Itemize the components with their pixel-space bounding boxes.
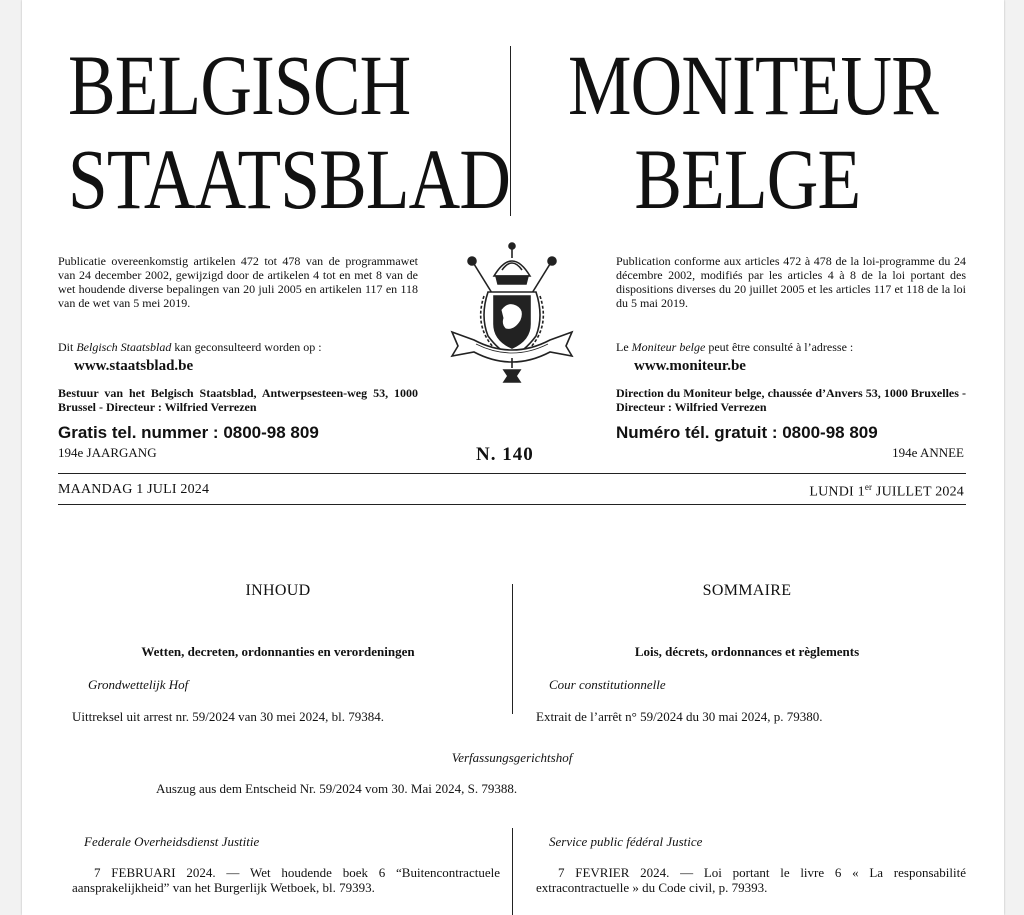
fr-consult-suffix: peut être consulté à l’adresse : [705,340,854,354]
contents-heading-nl: INHOUD [245,582,311,599]
masthead-fr-line2: BELGE [634,131,861,227]
court-name-nl: Grondwettelijk Hof [88,677,189,692]
nl-website-link[interactable]: www.staatsblad.be [74,358,194,374]
fr-website-link[interactable]: www.moniteur.be [634,358,746,374]
section-title-fr: Lois, décrets, ordonnances et règlements [634,644,860,659]
nl-phone-number: Gratis tel. nummer : 0800-98 809 [58,423,319,442]
fr-consult-text [616,340,966,354]
masthead-french [568,38,938,226]
fr-date-sup: er [864,482,873,492]
fr-date [809,482,964,501]
entry-fr-civil-code[interactable]: 7 FEVRIER 2024. — Loi portant le livre 6 « La responsabilité extracontractuelle » du Code civil, p. 79393. [536,865,966,895]
masthead-fr-line1: MONITEUR [568,37,939,133]
nl-publication-notice: Publicatie overeenkomstig artikelen 472 tot 478 van de programmawet van 24 december 2002, gewijzigd door de artikelen 4 tot en met 8 van de wet houdende diverse bepalingen van 20 juli 2005 en artikelen 117 en 118 van de wet van 5 mei 2019. [58,254,418,310]
section-title-nl: Wetten, decreten, ordonnanties en verordeningen [141,644,415,659]
fr-date-prefix: LUNDI 1 [809,484,865,500]
fr-publication-notice: Publication conforme aux articles 472 à 478 de la loi-programme du 24 décembre 2002, modifiés par les articles 4 à 8 de la loi portant des dispositions diverses du 20 juillet 2005 et les articles 117 et 118 de la loi du 5 mai 2019. [616,254,966,310]
masthead-nl-line1: BELGISCH [68,37,411,133]
coat-of-arms-icon [444,236,580,384]
court-name-fr: Cour constitutionnelle [549,677,666,692]
fr-direction: Direction du Moniteur belge, chaussée d’Anvers 53, 1000 Bruxelles - Directeur : Wilfried Verrezen [616,386,966,414]
nl-year: 194e JAARGANG [58,445,157,460]
fr-phone-number: Numéro tél. gratuit : 0800-98 809 [616,423,878,442]
contents-heading-fr: SOMMAIRE [702,582,792,599]
contents-divider-top [512,584,513,714]
masthead-divider [510,46,511,216]
entry-nl-civil-code[interactable]: 7 FEBRUARI 2024. — Wet houdende boek 6 “Buitencontractuele aansprakelijkheid” van het Burgerlijk Wetboek, bl. 79393. [72,865,500,895]
service-name-nl: Federale Overheidsdienst Justitie [84,834,260,849]
nl-consult-text [58,340,418,354]
masthead-nl-line2: STAATSBLAD [68,131,511,227]
service-name-fr: Service public fédéral Justice [549,834,703,849]
fr-year: 194e ANNEE [892,445,964,460]
entry-fr-court-ruling[interactable]: Extrait de l’arrêt n° 59/2024 du 30 mai 2024, p. 79380. [536,709,823,724]
nl-consult-prefix: Dit [58,340,77,354]
date-band-bottom-rule [58,504,966,505]
nl-direction: Bestuur van het Belgisch Staatsblad, Antwerpsesteen-weg 53, 1000 Brussel - Directeur : Wilfried Verrezen [58,386,418,414]
fr-consult-prefix: Le [616,340,632,354]
gazette-page [22,0,1004,915]
masthead-dutch [68,38,510,226]
entry-de-court-ruling[interactable]: Auszug aus dem Entscheid Nr. 59/2024 vom 30. Mai 2024, S. 79388. [156,781,518,796]
nl-date: MAANDAG 1 JULI 2024 [58,482,210,497]
nl-consult-italic: Belgisch Staatsblad [76,340,172,354]
nl-consult-suffix: kan geconsulteerd worden op : [171,340,322,354]
date-band-top-rule [58,473,966,474]
entry-nl-court-ruling[interactable]: Uittreksel uit arrest nr. 59/2024 van 30 mei 2024, bl. 79384. [72,709,384,724]
contents-divider-bottom [512,828,513,915]
fr-date-suffix: JUILLET 2024 [872,484,964,500]
court-name-de: Verfassungsgerichtshof [451,750,573,765]
issue-number: N. 140 [476,444,534,465]
fr-consult-italic: Moniteur belge [631,340,706,354]
